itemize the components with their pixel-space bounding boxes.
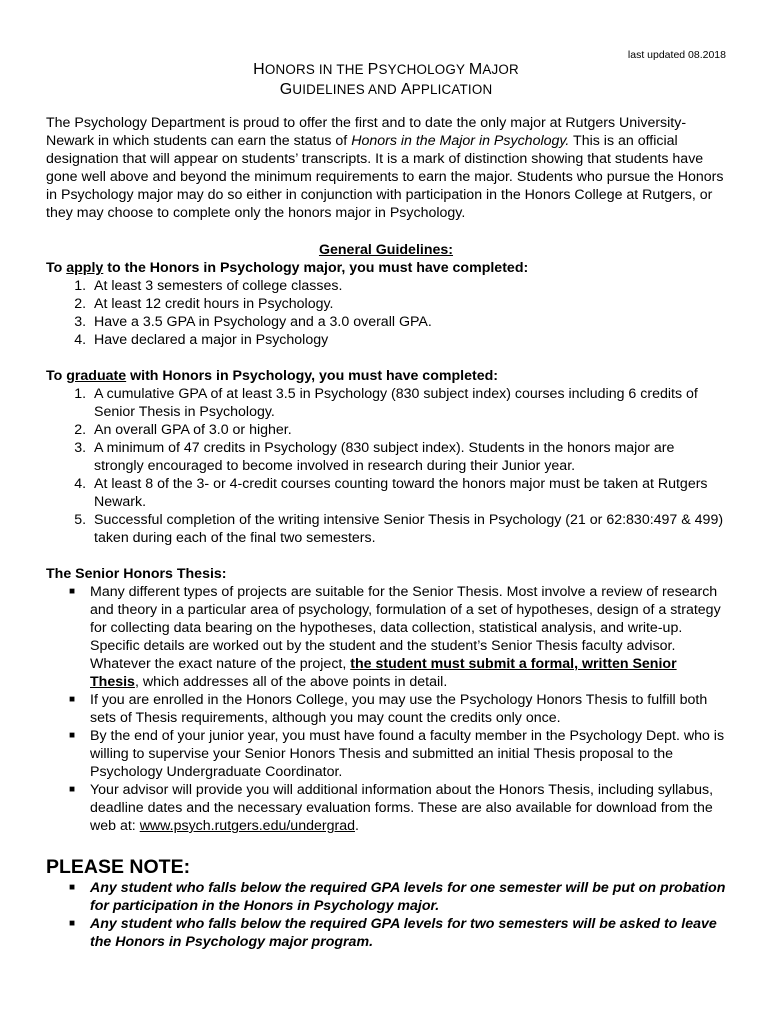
thesis-list (46, 583, 726, 835)
list-item: 1. A cumulative GPA of at least 3.5 in Psychology (830 subject index) courses including 6 credits of Senior Thesis in Psychology. (90, 385, 726, 421)
list-item: ■ Your advisor will provide you will additional information about the Honors Thesis, including syllabus, deadline dates and the necessary evaluation forms. These are also available for download from the web at: www.psych.rutgers.edu/undergrad. (69, 782, 714, 834)
thesis-section (46, 565, 726, 835)
apply-section (46, 259, 726, 349)
list-item: ■ Any student who falls below the required GPA levels for one semester will be put on probation for participation in the Honors in Psychology major. (69, 880, 726, 914)
list-item: ■ Any student who falls below the required GPA levels for two semesters will be asked to leave the Honors in Psychology major program. (69, 916, 717, 950)
list-item: ■ If you are enrolled in the Honors College, you may use the Psychology Honors Thesis to fulfill both sets of Thesis requirements, although you may count the credits only once. (69, 692, 708, 726)
last-updated-label: last updated 08.2018 (627, 49, 726, 61)
bullet-icon: ■ (69, 586, 76, 597)
list-item: ■ By the end of your junior year, you must have found a faculty member in the Psychology Dept. who is willing to supervise your Senior Honors Thesis and submitted an initial Thesis proposal to the Psychology Undergraduate Coordinator. (69, 728, 725, 780)
list-item: 3. A minimum of 47 credits in Psychology (830 subject index). Students in the honors major are strongly encouraged to become involved in research during their Junior year. (90, 439, 726, 475)
list-item: 1. At least 3 semesters of college classes. (90, 277, 726, 295)
note-list (46, 879, 726, 951)
document-title (46, 60, 726, 100)
apply-heading: To apply to the Honors in Psychology major, you must have completed: (46, 260, 529, 276)
bullet-icon: ■ (69, 882, 76, 893)
list-item: 2. At least 12 credit hours in Psychology. (90, 295, 726, 313)
thesis-requirement-emphasis: the student must submit a formal, written Senior Thesis (90, 656, 677, 690)
list-item: ■ Many different types of projects are suitable for the Senior Thesis. Most involve a review of research and theory in a particular area of psychology, formulation of a set of hypotheses, design of a strategy for collecting data bearing on the hypotheses, data collection, statistical analysis, and write-up. Specific details are worked out by the student and the student’s Senior Thesis faculty advisor. Whatever the exact nature of the project, the student must submit a formal, written Senior Thesis, which addresses all of the above points in detail. (69, 584, 721, 690)
list-item: 4. At least 8 of the 3- or 4-credit courses counting toward the honors major must be taken at Rutgers Newark. (90, 475, 726, 511)
bullet-icon: ■ (69, 784, 76, 795)
document-page (46, 46, 726, 951)
list-item: 3. Have a 3.5 GPA in Psychology and a 3.0 overall GPA. (90, 313, 726, 331)
bullet-icon: ■ (69, 918, 76, 929)
graduate-section (46, 367, 726, 547)
title-line-2: GUIDELINES AND APPLICATION (279, 81, 493, 98)
list-item: 4. Have declared a major in Psychology (90, 331, 726, 349)
please-note-heading: PLEASE NOTE: (46, 856, 191, 878)
apply-list (46, 277, 726, 349)
undergrad-link[interactable]: www.psych.rutgers.edu/undergrad (139, 818, 355, 834)
bullet-icon: ■ (69, 694, 76, 705)
bullet-icon: ■ (69, 730, 76, 741)
general-guidelines-heading: General Guidelines: (318, 242, 454, 258)
list-item: 2. An overall GPA of 3.0 or higher. (90, 421, 726, 439)
list-item: 5. Successful completion of the writing intensive Senior Thesis in Psychology (21 or 62:830:497 & 499) taken during each of the final two semesters. (90, 511, 726, 547)
title-line-1: HONORS IN THE PSYCHOLOGY MAJOR (253, 61, 519, 78)
graduate-list (46, 385, 726, 547)
intro-paragraph: The Psychology Department is proud to offer the first and to date the only major at Rutgers University-Newark in which students can earn the status of Honors in the Major in Psychology. This is an official designation that will appear on students’ transcripts. It is a mark of distinction showing that students have gone well above and beyond the minimum requirements to earn the major. Students who pursue the Honors in Psychology major may do so either in conjunction with participation in the Honors College at Rutgers, or they may choose to complete only the honors major in Psychology. (46, 115, 724, 221)
thesis-heading: The Senior Honors Thesis: (46, 566, 227, 582)
graduate-heading: To graduate with Honors in Psychology, you must have completed: (46, 368, 498, 384)
intro-italic-phrase: Honors in the Major in Psychology. (351, 133, 570, 149)
